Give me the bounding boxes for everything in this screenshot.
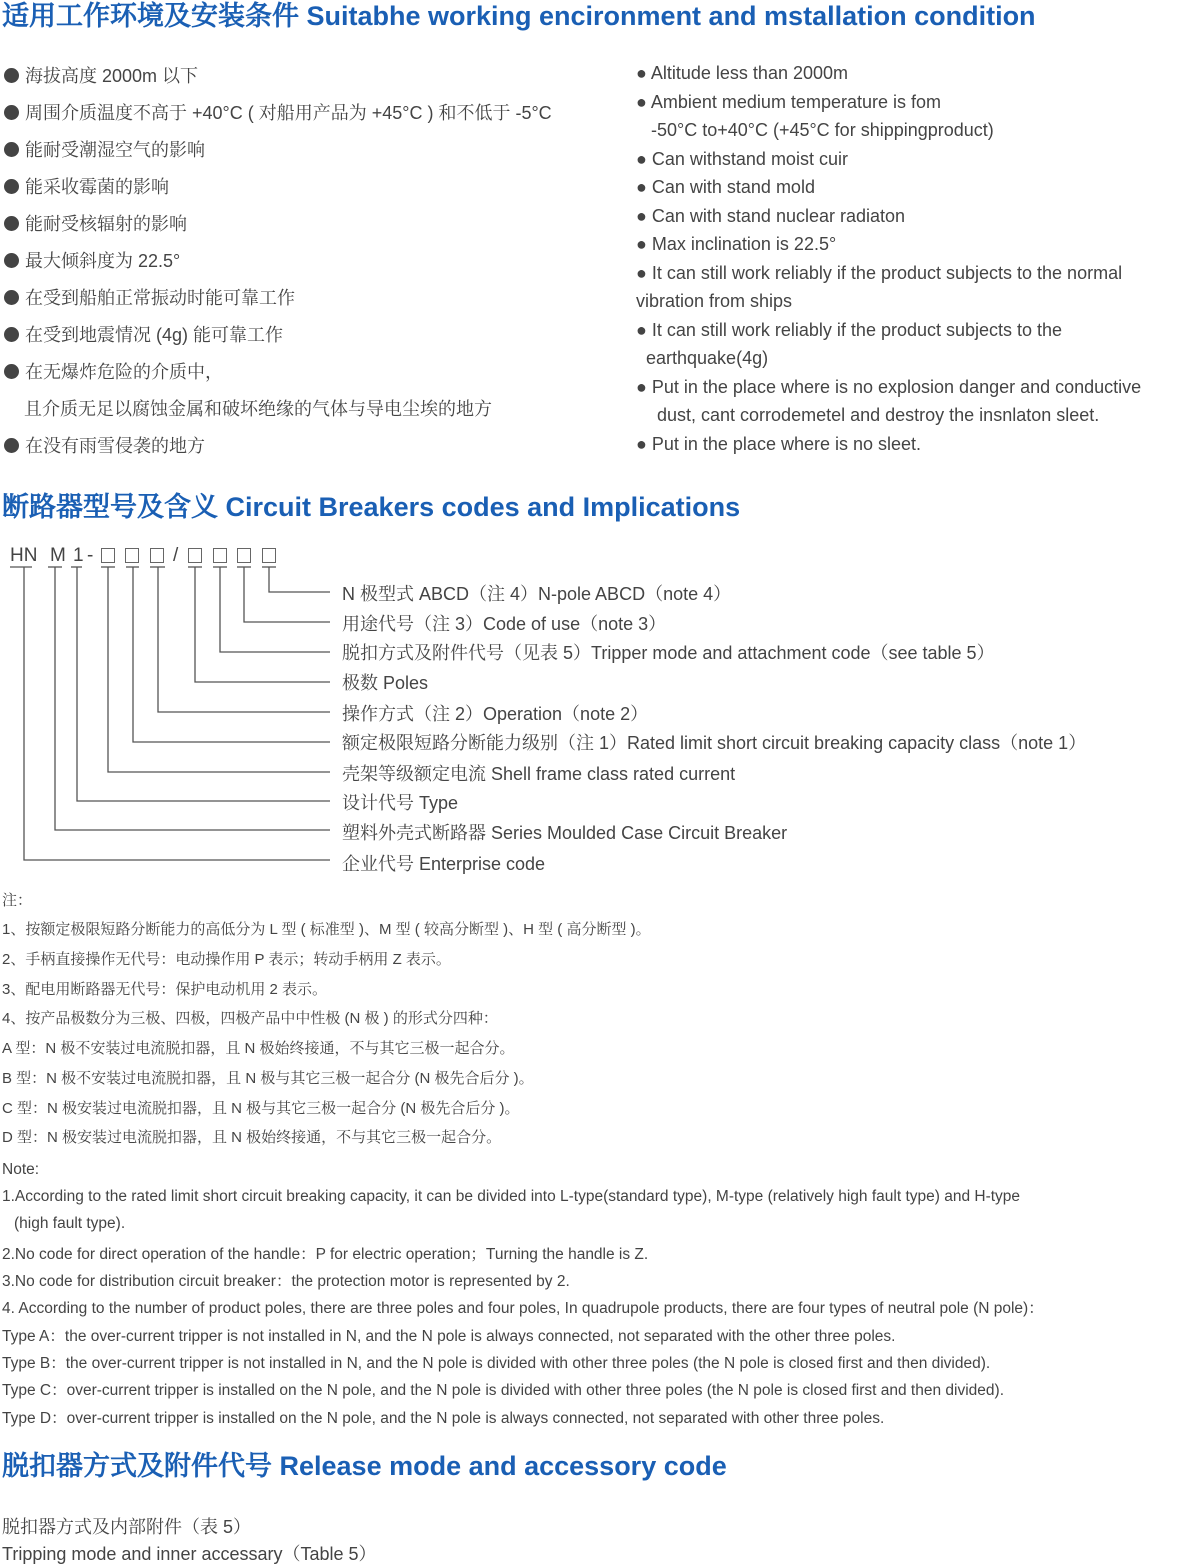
list-item-text: 海拔高度 2000m 以下 (25, 66, 199, 86)
list-item-continuation: -50°C to+40°C (+45°C for shippingproduct) (651, 120, 994, 140)
note-line: Type D：over-current tripper is installed on the N pole, and the N pole is always connected, not separated with other three poles. (2, 1410, 885, 1427)
note-line: B 型：N 极不安装过电流脱扣器，且 N 极与其它三极一起合分 (N 极先合后分 )。 (2, 1070, 534, 1087)
note-line: 1、按额定极限短路分断能力的高低分为 L 型 ( 标准型 )、M 型 ( 较高分断型 )、H 型 ( 高分断型 )。 (2, 921, 651, 938)
note-line: 4、按产品极数分为三极、四极，四极产品中中性极 (N 极 ) 的形式分四种： (2, 1010, 498, 1027)
note-line: D 型：N 极安装过电流脱扣器，且 N 极始终接通，不与其它三极一起合分。 (2, 1129, 502, 1146)
note-line: Type A：the over-current tripper is not installed in N, and the N pole is always connected, not separated with the other three poles. (2, 1328, 896, 1345)
code-label: 用途代号（注 3）Code of use（note 3） (342, 614, 667, 634)
list-item: ● Put in the place where is no sleet. (636, 434, 922, 454)
list-item-text: 在没有雨雪侵袭的地方 (25, 436, 205, 456)
table-caption-en: Tripping mode and inner accessary（Table 5） (2, 1544, 377, 1564)
list-item-text: 且介质无足以腐蚀金属和破坏绝缘的气体与导电尘埃的地方 (24, 399, 492, 419)
list-item-text: 在受到船舶正常振动时能可靠工作 (25, 288, 295, 308)
note-line: Type C：over-current tripper is installed on the N pole, and the N pole is divided with other three poles (the N pole is closed first and then divided). (2, 1382, 1004, 1399)
list-item: ● Can withstand moist cuir (636, 149, 848, 169)
note-line: Type B：the over-current tripper is not installed in N, and the N pole is divided with other three poles (the N pole is closed first and then divided). (2, 1355, 991, 1372)
list-item-text: 在受到地震情况 (4g) 能可靠工作 (25, 325, 284, 345)
code-label: 极数 Poles (342, 673, 429, 693)
code-dash: - (87, 545, 94, 566)
section-title-release-mode: 脱扣器方式及附件代号 Release mode and accessory code (2, 1451, 727, 1481)
list-item-text: 能耐受核辐射的影响 (25, 214, 187, 234)
list-item: ● Max inclination is 22.5° (636, 234, 837, 254)
code-label: 额定极限短路分断能力级别（注 1）Rated limit short circuit breaking capacity class（note 1） (342, 733, 1087, 753)
list-item-continuation: vibration from ships (636, 291, 793, 311)
list-item-continuation: dust, cant corrodemetel and destroy the insnlaton sleet. (657, 405, 1100, 425)
list-item: ● It can still work reliably if the product subjects to the normal (636, 263, 1123, 283)
list-item: ● Ambient medium temperature is fom (636, 92, 941, 112)
code-hn: HN (10, 545, 38, 566)
table-caption-cn: 脱扣器方式及内部附件（表 5） (2, 1517, 252, 1537)
list-item-text: 周围介质温度不高于 +40°C ( 对船用产品为 +45°C ) 和不低于 -5°C (25, 103, 552, 123)
list-item: ● It can still work reliably if the product subjects to the (636, 320, 1063, 340)
section-title-codes: 断路器型号及含义 Circuit Breakers codes and Implications (2, 492, 741, 522)
code-m: M (50, 545, 66, 566)
note-line: 1.According to the rated limit short circuit breaking capacity, it can be divided into L-type(standard type), M-type (relatively high fault type) and H-type (2, 1188, 1021, 1205)
code-label: 操作方式（注 2）Operation（note 2） (342, 704, 649, 724)
list-item-text: 最大倾斜度为 22.5° (25, 251, 181, 271)
list-item: ● Can with stand mold (636, 177, 815, 197)
list-item-continuation: earthquake(4g) (646, 348, 769, 368)
list-item: ● Put in the place where is no explosion danger and conductive (636, 377, 1142, 397)
note-line: 3、配电用断路器无代号：保护电动机用 2 表示。 (2, 981, 328, 998)
section-title-environment: 适用工作环境及安装条件 Suitabhe working encironment and mstallation condition (2, 1, 1036, 31)
code-label: 设计代号 Type (342, 793, 459, 813)
note-line: 4. According to the number of product poles, there are three poles and four poles, In quadrupole products, there are four types of neutral pole (N pole)： (2, 1300, 1044, 1317)
code-label: 塑料外壳式断路器 Series Moulded Case Circuit Breaker (342, 823, 788, 843)
code-label: 壳架等级额定电流 Shell frame class rated current (342, 764, 736, 784)
note-line: 2、手柄直接操作无代号：电动操作用 P 表示；转动手柄用 Z 表示。 (2, 951, 451, 968)
note-line: 3.No code for distribution circuit breaker：the protection motor is represented by 2. (2, 1273, 570, 1290)
list-item: ● Can with stand nuclear radiaton (636, 206, 906, 226)
list-item-text: 在无爆炸危险的介质中， (25, 362, 223, 382)
note-line: C 型：N 极安装过电流脱扣器，且 N 极与其它三极一起合分 (N 极先合后分 )。 (2, 1100, 520, 1117)
note-line: 2.No code for direct operation of the handle：P for electric operation；Turning the handle is Z. (2, 1246, 649, 1263)
list-item: ● Altitude less than 2000m (636, 63, 849, 83)
code-slash: / (173, 545, 179, 566)
list-item-text: 能采收霉菌的影响 (25, 177, 169, 197)
note-line: (high fault type). (14, 1215, 126, 1232)
note-line: 注： (2, 892, 33, 909)
code-one: 1 (73, 545, 84, 566)
code-label: 企业代号 Enterprise code (342, 854, 546, 874)
code-label: 脱扣方式及附件代号（见表 5）Tripper mode and attachment code（see table 5） (342, 643, 995, 663)
code-label: N 极型式 ABCD（注 4）N-pole ABCD（note 4） (342, 584, 732, 604)
note-line: A 型：N 极不安装过电流脱扣器，且 N 极始终接通，不与其它三极一起合分。 (2, 1040, 515, 1057)
note-line: Note: (2, 1161, 40, 1178)
list-item-text: 能耐受潮湿空气的影响 (25, 140, 205, 160)
